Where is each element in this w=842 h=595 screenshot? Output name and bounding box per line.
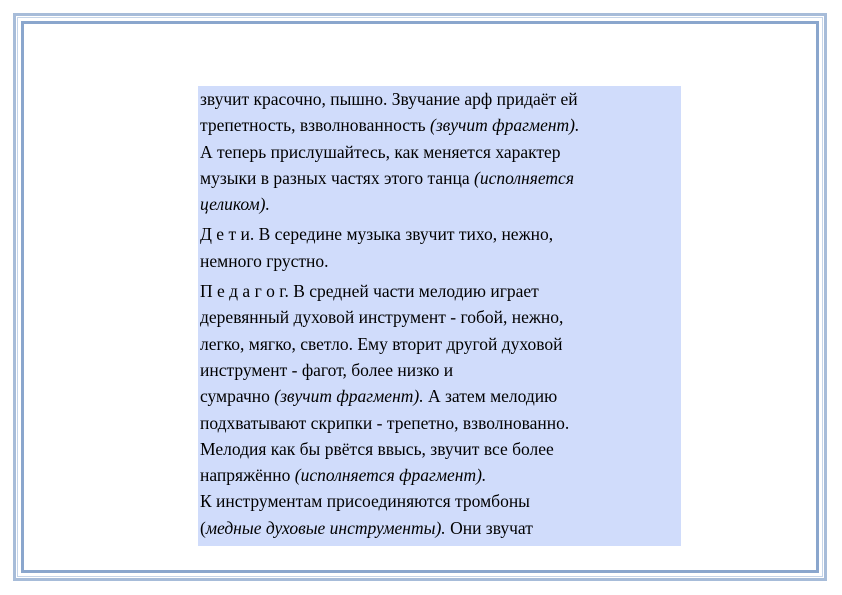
italic-text: (звучит фрагмент).: [274, 386, 424, 407]
text-segment: музыки в разных частях этого танца: [200, 167, 475, 188]
italic-text: целиком).: [200, 194, 270, 215]
text-line: [200, 488, 681, 514]
text-segment: П е д а г о г. В средней части мелодию играет: [200, 281, 539, 302]
italic-text: (исполняется фрагмент).: [294, 465, 487, 486]
text-segment: немного грустно.: [200, 250, 329, 271]
text-line: [200, 248, 681, 274]
text-segment: деревянный духовой инструмент - гобой, нежно,: [200, 307, 564, 328]
text-line: [200, 139, 681, 165]
text-segment: инструмент - фагот, более низко и: [200, 359, 454, 380]
text-line: [200, 436, 681, 462]
text-line: [200, 331, 681, 357]
text-line: [200, 221, 681, 247]
text-segment: К инструментам присоединяются тромбоны: [200, 491, 530, 512]
text-segment: звучит красочно, пышно. Звучание арф придаёт ей: [200, 89, 578, 109]
text-line: [200, 112, 681, 138]
text-segment: напряжённо: [200, 465, 295, 486]
text-segment: (: [200, 517, 206, 538]
text-line: [200, 278, 681, 304]
text-segment: легко, мягко, светло. Ему вторит другой духовой: [200, 333, 563, 354]
paragraph: [200, 278, 681, 541]
text-line: [200, 462, 681, 488]
text-line: [200, 191, 681, 217]
text-line: [200, 410, 681, 436]
text-line: [200, 357, 681, 383]
italic-text: медные духовые инструменты).: [205, 517, 446, 538]
text-line: [200, 165, 681, 191]
text-segment: Они звучат: [445, 517, 533, 538]
text-segment: сумрачно: [200, 386, 275, 407]
text-segment: Мелодия как бы рвётся ввысь, звучит все более: [200, 438, 554, 459]
paragraph: [200, 221, 681, 274]
text-line: [200, 86, 681, 112]
paragraph: [200, 86, 681, 217]
text-block: [198, 86, 681, 546]
text-segment: подхватывают скрипки - трепетно, взволнованно.: [200, 412, 570, 433]
text-line: [200, 515, 681, 541]
text-line: [200, 383, 681, 409]
italic-text: (исполняется: [474, 167, 574, 188]
text-segment: А теперь прислушайтесь, как меняется характер: [200, 141, 561, 162]
text-line: [200, 304, 681, 330]
text-segment: Д е т и. В середине музыка звучит тихо, нежно,: [200, 224, 554, 245]
text-segment: трепетность, взволнованность: [200, 115, 431, 136]
text-segment: А затем мелодию: [423, 386, 558, 407]
italic-text: (звучит фрагмент).: [430, 115, 580, 136]
